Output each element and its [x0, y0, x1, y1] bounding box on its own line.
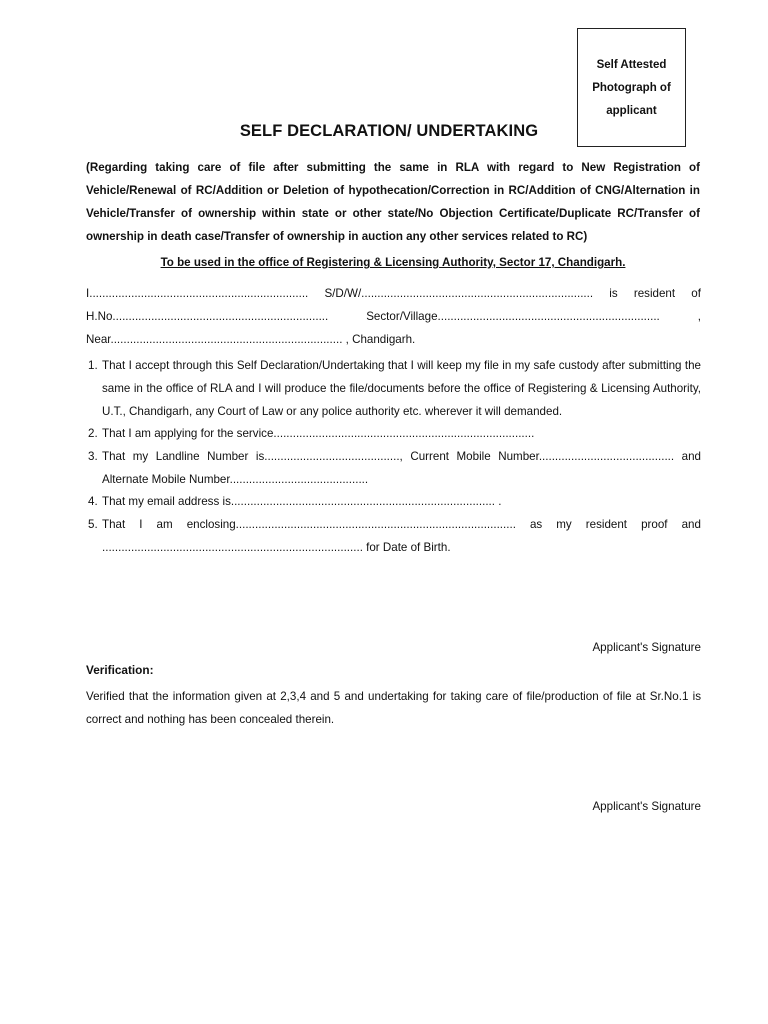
document-title: SELF DECLARATION/ UNDERTAKING	[239, 122, 539, 140]
photo-box-line-3: applicant	[606, 105, 657, 117]
photo-box-line-2: Photograph of	[592, 82, 671, 94]
item-text-line-2: ................................................................................. for Date of Birth.	[102, 541, 451, 554]
house-number-blank: H.No...................................................................	[86, 310, 329, 323]
item-number: 2.	[88, 427, 98, 440]
declarant-row-2	[86, 310, 701, 323]
office-line: To be used in the office of Registering & Licensing Authority, Sector 17, Chandigarh.	[160, 256, 626, 269]
verification-title: Verification:	[86, 663, 154, 677]
name-blank: I....................................................................	[86, 287, 309, 300]
item-text: That I am applying for the service.................................................................................	[102, 427, 535, 440]
item-text: That I accept through this Self Declaration/Undertaking that I will keep my file in my safe custody after submitting the same in the office of RLA and I will produce the file/documents before the office of Registering & Licensing Authority, U.T., Chandigarh, any Court of Law or any police authority etc. wherever it will demanded.	[102, 359, 701, 418]
word-resident: resident	[633, 287, 676, 300]
relation-blank: S/D/W/........................................................................	[324, 287, 594, 300]
item-number: 1.	[88, 359, 98, 372]
subtitle-paragraph: (Regarding taking care of file after submitting the same in RLA with regard to New Registration of Vehicle/Renewal of RC/Addition or Deletion of hypothecation/Correction in RC/Addition of CNG/Alternation in Vehicle/Transfer of ownership within state or other state/No Objection Certificate/Duplicate RC/Transfer of ownership in death case/Transfer of ownership in auction any other services related to RC)	[86, 161, 700, 243]
list-item-1	[86, 354, 701, 423]
word-is: is	[609, 287, 618, 300]
item-number: 4.	[88, 495, 98, 508]
comma: ,	[697, 310, 701, 323]
sector-village-blank: Sector/Village.....................................................................	[366, 310, 660, 323]
applicant-signature-label-2: Applicant's Signature	[592, 800, 701, 813]
list-item-4	[86, 490, 701, 513]
item-text: That my Landline Number is.........................................., Current Mobile Number.......................................... and Alternate Mobile Number...........................................	[102, 450, 701, 486]
list-item-3	[86, 445, 701, 491]
near-blank: Near........................................................................ , Chandigarh.	[86, 333, 416, 346]
declarant-row-1	[86, 287, 701, 300]
declarant-row-3	[86, 333, 701, 346]
list-item-2	[86, 422, 701, 445]
item-text: That my email address is.................................................................................. .	[102, 495, 502, 508]
item-number: 5.	[88, 518, 98, 531]
word-of: of	[691, 287, 701, 300]
list-item-5	[86, 513, 701, 559]
item-text-line-1: That I am enclosing....................................................................................... as my resident proof and	[102, 518, 701, 531]
applicant-signature-label-1: Applicant's Signature	[592, 641, 701, 654]
photo-box-line-1: Self Attested	[596, 59, 667, 71]
item-number: 3.	[88, 450, 98, 463]
verification-text: Verified that the information given at 2,3,4 and 5 and undertaking for taking care of file/production of file at Sr.No.1 is correct and nothing has been concealed therein.	[86, 690, 701, 726]
